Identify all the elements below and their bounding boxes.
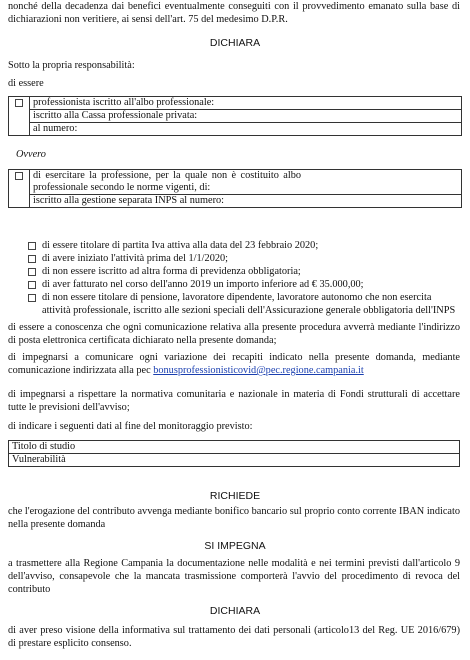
checkbox-icon[interactable] — [28, 242, 36, 250]
richiede-paragraph: che l'erogazione del contributo avvenga mediante bonifico bancario sul proprio conto corrente IBAN indicato nella presente domanda — [8, 506, 460, 530]
albo-line: professionista iscritto all'albo professionale: — [33, 97, 215, 108]
checkbox-icon[interactable] — [28, 281, 36, 289]
heading-dichiara-privacy: DICHIARA — [209, 605, 261, 617]
albo-box — [8, 96, 462, 136]
gestione-checkbox[interactable] — [15, 172, 23, 180]
checkbox-icon[interactable] — [28, 255, 36, 263]
impegna-paragraph: a trasmettere alla Regione Campania la documentazione nelle modalità e nei termini previsti dall'articolo 9 dell'avviso, consapevole che la mancata trasmissione comporterà l'avvio del procedimento di revoca del contributo — [8, 558, 460, 595]
inps-line: iscritto alla gestione separata INPS al numero: — [30, 195, 462, 208]
list-item: di aver fatturato nel corso dell'anno 2019 un importo inferiore ad € 35.000,00; — [28, 278, 460, 291]
list-item: di avere iniziato l'attività prima del 1/1/2020; — [28, 252, 460, 265]
privacy-paragraph: di aver preso visione della informativa sul trattamento dei dati personali (articolo13 del Reg. UE 2016/679) di prestare esplicito consenso. — [8, 625, 460, 649]
intro-paragraph: nonché della decadenza dai benefici eventualmente conseguiti con il provvedimento emanato sulla base di dichiarazioni non veritiere, ai sensi dell'art. 75 del medesimo D.P.R. — [8, 1, 460, 25]
numero-line: al numero: — [30, 123, 462, 136]
conoscenza-paragraph: di essere a conoscenza che ogni comunicazione relativa alla presente procedura avverrà mediante l'indirizzo di posta elettronica certificata dichiarato nella presente domanda; — [8, 322, 460, 346]
table-row[interactable]: Titolo di studio — [9, 441, 460, 454]
dati-paragraph: di indicare i seguenti dati al fine del monitoraggio previsto: — [8, 421, 253, 432]
professione-text: di esercitare la professione, per la quale non è costituito albo professionale secondo le norme vigenti, di: — [33, 170, 301, 193]
checkbox-icon[interactable] — [28, 268, 36, 276]
ovvero-text: Ovvero — [16, 149, 46, 160]
list-item: di non essere titolare di pensione, lavoratore dipendente, lavoratore autonomo che non esercita attività professionale, iscritto alle sezioni speciali dell'Assicurazione generale obbligatoria dell'INPS — [28, 291, 460, 317]
table-row[interactable]: Vulnerabilità — [9, 454, 460, 467]
cassa-line: iscritto alla Cassa professionale privata: — [30, 110, 462, 123]
responsabilita-text: Sotto la propria responsabilità: — [8, 60, 135, 71]
impegnarsi-paragraph: di impegnarsi a comunicare ogni variazione dei recapiti indicato nella presente domanda, mediante comunicazione indirizzata alla pec bonusprofessionisticovid@pec.regione.campania.it — [8, 352, 460, 376]
albo-checkbox[interactable] — [15, 99, 23, 107]
gestione-box — [8, 169, 462, 208]
checkbox-icon[interactable] — [28, 294, 36, 302]
di-essere-text: di essere — [8, 78, 44, 89]
monitor-table — [8, 440, 460, 467]
requirements-list — [28, 239, 460, 317]
pec-link[interactable]: bonusprofessionisticovid@pec.regione.campania.it — [153, 365, 364, 376]
list-item: di non essere iscritto ad altra forma di previdenza obbligatoria; — [28, 265, 460, 278]
list-item: di essere titolare di partita Iva attiva alla data del 23 febbraio 2020; — [28, 239, 460, 252]
heading-richiede: RICHIEDE — [209, 490, 261, 502]
heading-dichiara: DICHIARA — [209, 37, 261, 49]
normativa-paragraph: di impegnarsi a rispettare la normativa comunitaria e nazionale in materia di Fondi strutturali di accettare tutte le previsioni dell'avviso; — [8, 389, 460, 413]
heading-si-impegna: SI IMPEGNA — [204, 540, 266, 552]
